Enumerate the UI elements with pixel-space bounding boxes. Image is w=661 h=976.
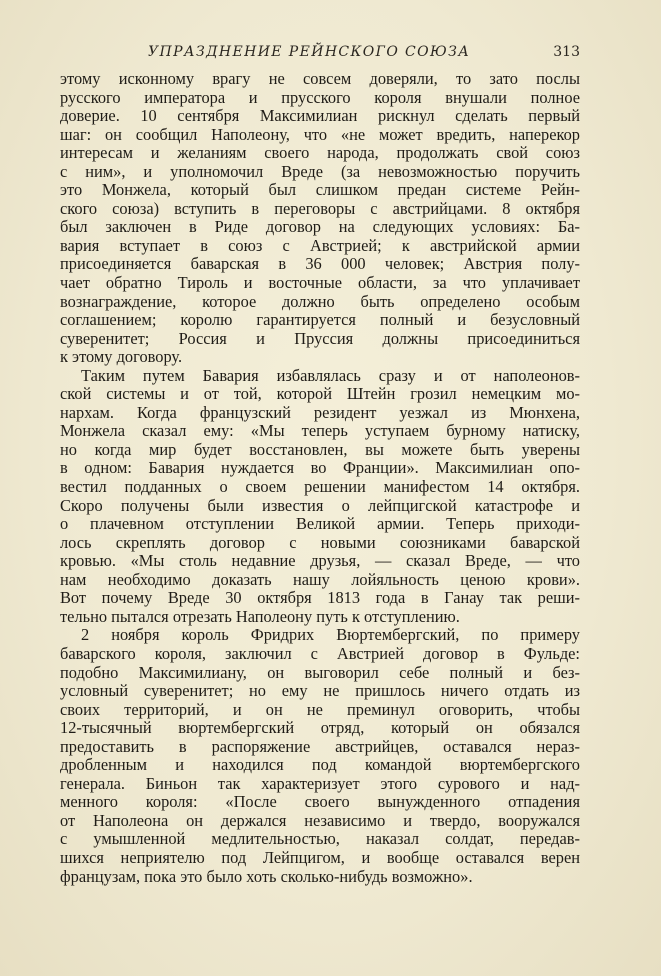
text-line: присоединяется баварская в 36 000 человек; Австрия полу- [60, 255, 580, 274]
text-line: ской системы и от той, которой Штейн грозил немецким мо- [60, 385, 580, 404]
text-line: дробленным и находился под командой вюртембергского [60, 756, 580, 775]
page-header [60, 44, 580, 68]
text-line: чает обратно Тироль и восточные области, за что уплачивает [60, 274, 580, 293]
body-text [60, 70, 580, 886]
text-line: менного короля: «После своего вынужденного отпадения [60, 793, 580, 812]
text-line: этому исконному врагу не совсем доверяли, то зато послы [60, 70, 580, 88]
text-line: Таким путем Бавария избавлялась сразу и от наполеонов- [81, 366, 580, 385]
text-line: лось скреплять договор с новыми союзниками баварской [60, 533, 580, 552]
text-line: суверенитет; Россия и Пруссия должны присоединиться [60, 329, 580, 348]
text-line: Монжела сказал ему: «Мы теперь уступаем бурному натиску, [60, 422, 580, 441]
text-line: интересам и желаниям своего народа, продолжать свой союз [60, 144, 580, 163]
text-line: с ним», и уполномочил Вреде (за невозможностью поручить [60, 162, 580, 181]
running-title: УПРАЗДНЕНИЕ РЕЙНСКОГО СОЮЗА [148, 44, 471, 60]
text-line: к этому договору. [60, 348, 183, 367]
text-line: вария вступает в союз с Австрией; к австрийской армии [60, 236, 580, 255]
page-number: 313 [553, 44, 580, 60]
text-line: русского императора и прусского короля внушали полное [60, 88, 580, 107]
text-line: с умышленной медлительностью, наказал солдат, передав- [60, 830, 580, 849]
text-line: соглашением; королю гарантируется полный и безусловный [60, 311, 580, 330]
text-line: своих территорий, и он не преминул оговорить, чтобы [60, 700, 580, 719]
text-line: Скоро получены были известия о лейпцигской катастрофе и [60, 496, 580, 515]
text-line: вестил подданных о своем решении манифестом 14 октября. [60, 478, 580, 497]
text-line: от Наполеона он держался независимо и твердо, вооружался [60, 811, 580, 830]
text-line: в одном: Бавария нуждается во Франции». Максимилиан опо- [60, 459, 580, 478]
text-line: 12-тысячный вюртембергский отряд, который он обязался [60, 719, 580, 738]
text-line: кровью. «Мы столь недавние друзья, — сказал Вреде, — что [60, 552, 580, 571]
text-line: это Монжела, который был слишком предан системе Рейн- [60, 181, 580, 200]
text-line: шихся неприятелю под Лейпцигом, и вообще оставался верен [60, 848, 580, 867]
text-line: баварского короля, заключил с Австрией договор в Фульде: [60, 644, 580, 663]
text-line: тельно пытался отрезать Наполеону путь к отступлению. [60, 607, 460, 626]
text-line: ского союза) вступить в переговоры с австрийцами. 8 октября [60, 199, 580, 218]
text-line: был заключен в Риде договор на следующих условиях: Ба- [60, 218, 580, 237]
text-line: французам, пока это было хоть сколько-нибудь возможно». [60, 867, 473, 886]
text-line: подобно Максимилиану, он выговорил себе полный и без- [60, 663, 580, 682]
text-line: нархам. Когда французский резидент уезжал из Мюнхена, [60, 403, 580, 422]
text-line: о плачевном отступлении Великой армии. Теперь приходи- [60, 515, 580, 534]
text-line: доверие. 10 сентября Максимилиан рискнул сделать первый [60, 107, 580, 126]
text-line: Вот почему Вреде 30 октября 1813 года в Ганау так реши- [60, 589, 580, 608]
text-line: шаг: он сообщил Наполеону, что «не может вредить, наперекор [60, 125, 580, 144]
text-line: но когда мир будет восстановлен, вы можете быть уверены [60, 440, 580, 459]
text-line: генерала. Биньон так характеризует этого сурового и над- [60, 774, 580, 793]
text-line: 2 ноября король Фридрих Вюртембергский, по примеру [81, 626, 580, 645]
text-line: вознаграждение, которое должно быть определено особым [60, 292, 580, 311]
text-line: условный суверенитет; но ему не пришлось ничего отдать из [60, 682, 580, 701]
text-line: предоставить в распоряжение австрийцев, оставался нераз- [60, 737, 580, 756]
text-line: нам необходимо доказать нашу лойяльность ценою крови». [60, 570, 580, 589]
